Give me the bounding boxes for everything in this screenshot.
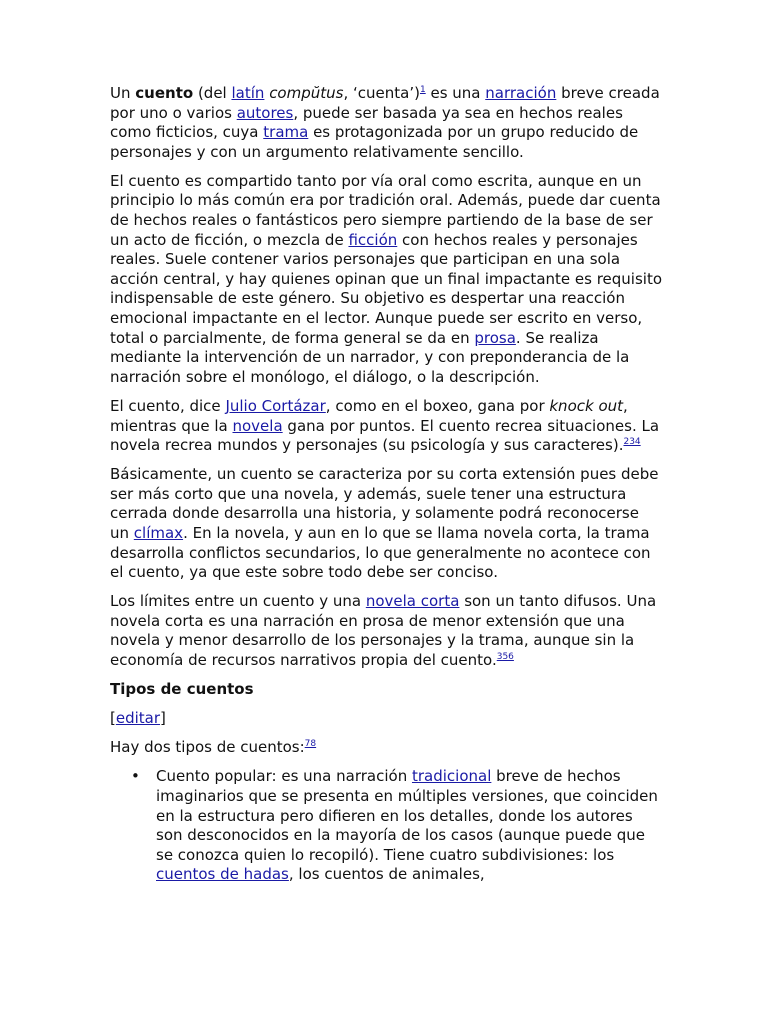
- section-intro: [110, 738, 662, 758]
- text: , ‘cuenta’): [343, 84, 420, 102]
- text: breve de hechos imaginarios que se presenta en múltiples versiones, que coinciden en la estructura pero difieren en los detalles, donde los autores son desconocidos en la mayoría de los casos (aunque puede que se conozca quien lo recopiló). Tiene cuatro subdivisiones: los: [156, 767, 658, 864]
- text: , puede ser basada ya sea en hechos reales como ficticios, cuya: [110, 103, 623, 142]
- text: con hechos reales y personajes reales. Suele contener varios personajes que participan en una sola acción central, y hay quienes opinan que un final impactante es requisito indispensable de este género. Su objetivo es despertar una reacción emocional impactante en el lector. Aunque puede ser escrito en verso, total o parcialmente, de forma general se da en: [110, 230, 663, 347]
- link-tradicional[interactable]: tradicional: [411, 767, 492, 786]
- text: es protagonizada por un grupo reducido de personajes y con un argumento relativamente sencillo.: [110, 123, 639, 161]
- bracket: [: [110, 709, 116, 728]
- footnote-ref-1[interactable]: 1: [419, 85, 426, 95]
- text: , los cuentos de animales,: [288, 865, 485, 884]
- types-list: [110, 767, 662, 885]
- text: Cuento popular: es una narración: [156, 767, 412, 786]
- link-narracion[interactable]: narración: [485, 84, 557, 102]
- paragraph-limites: [110, 592, 662, 670]
- text: El cuento, dice: [110, 396, 226, 415]
- text: son un tanto difusos. Una novela corta es una narración en prosa de menor extensión que una novela y menor desarrollo de los personajes y la trama, aunque sin la economía de recursos narrativos propia del cuento.: [110, 592, 657, 670]
- link-prosa[interactable]: prosa: [474, 328, 516, 347]
- section-heading: Tipos de cuentos: [110, 680, 254, 699]
- footnote-ref-234[interactable]: 234: [623, 437, 641, 448]
- paragraph-extension: [110, 465, 662, 583]
- footnote-ref-78[interactable]: 78: [304, 739, 317, 750]
- bracket: ]: [160, 709, 166, 728]
- edit-section: [110, 709, 662, 729]
- text: es una: [425, 84, 486, 102]
- text: . Se realiza mediante la intervención de un narrador, y con preponderancia de la narración sobre el monólogo, el diálogo, o la descripción.: [110, 328, 630, 386]
- list-item: [131, 767, 662, 885]
- link-autores[interactable]: autores: [236, 103, 294, 122]
- footnote-ref-356[interactable]: 356: [496, 652, 514, 663]
- text: (del: [193, 84, 232, 102]
- article-body: [110, 84, 662, 885]
- link-latin[interactable]: latín: [231, 84, 265, 102]
- link-novela-corta[interactable]: novela corta: [365, 592, 460, 611]
- text: , mientras que la: [110, 396, 628, 435]
- text: El cuento es compartido tanto por vía oral como escrita, aunque en un principio lo más común era por tradición oral. Además, puede dar cuenta de hechos reales o fantásticos pero siempre partiendo de la base de ser un acto de ficción, o mezcla de: [110, 171, 661, 249]
- link-ficcion[interactable]: ficción: [348, 230, 398, 249]
- text: Los límites entre un cuento y una: [110, 592, 366, 611]
- text: Hay dos tipos de cuentos:: [110, 738, 305, 757]
- link-novela[interactable]: novela: [232, 416, 283, 435]
- link-julio-cortazar[interactable]: Julio Cortázar: [225, 396, 326, 415]
- link-cuentos-de-hadas[interactable]: cuentos de hadas: [156, 865, 289, 884]
- knock-out-term: knock out: [549, 396, 624, 415]
- text: , como en el boxeo, gana por: [325, 396, 550, 415]
- edit-link[interactable]: editar: [115, 709, 161, 728]
- term-cuento: cuento: [135, 84, 194, 102]
- text: gana por puntos. El cuento recrea situaciones. La novela recrea mundos y personajes (su psicología y sus caracteres).: [110, 416, 660, 455]
- text: Un: [110, 84, 136, 102]
- bullet-icon: •: [131, 767, 140, 786]
- link-climax[interactable]: clímax: [133, 523, 184, 542]
- paragraph-oral: [110, 172, 662, 388]
- paragraph-cortazar: [110, 397, 662, 456]
- etymology: compŭtus: [269, 84, 344, 102]
- paragraph-intro: [110, 84, 662, 162]
- text: . En la novela, y aun en lo que se llama novela corta, la trama desarrolla conflictos secundarios, lo que generalmente no acontece con el cuento, ya que este sobre todo debe ser conciso.: [110, 523, 651, 582]
- link-trama[interactable]: trama: [263, 123, 309, 142]
- text: breve creada por uno o varios: [110, 84, 660, 122]
- text: Básicamente, un cuento se caracteriza por su corta extensión pues debe ser más corto que una novela, y además, suele tener una estructura cerrada donde desarrolla una historia, y solamente podrá reconocerse un: [110, 465, 659, 542]
